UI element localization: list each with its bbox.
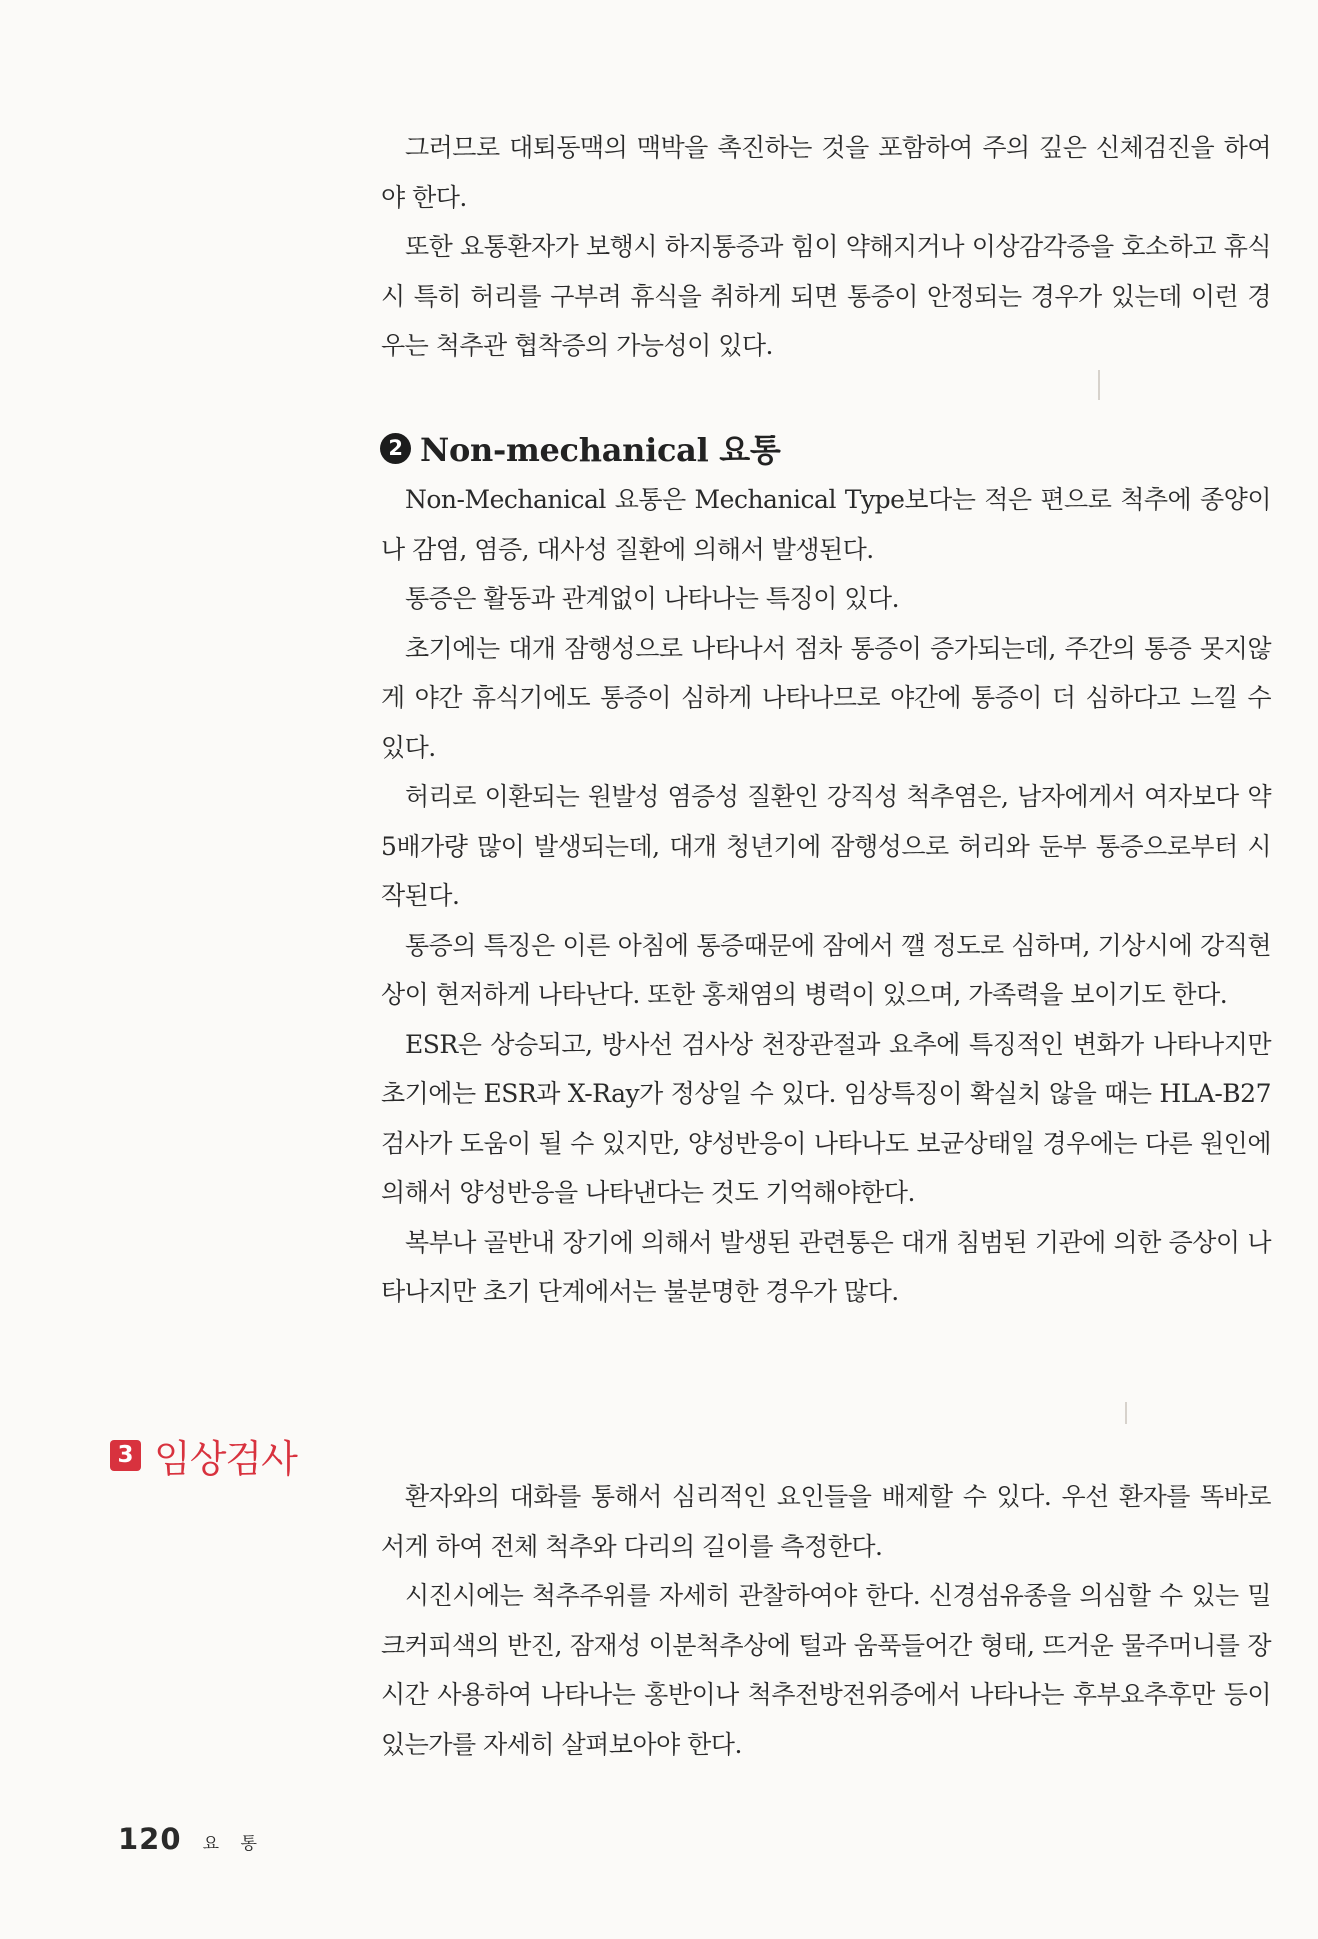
intro-text	[381, 123, 1271, 371]
paragraph: ESR은 상승되고, 방사선 검사상 천장관절과 요추에 특징적인 변화가 나타나지만 초기에는 ESR과 X-Ray가 정상일 수 있다. 임상특징이 확실치 않을 때는 HLA-B27 검사가 도움이 될 수 있지만, 양성반응이 나타나도 보균상태일 경우에는 다른 원인에 의해서 양성반응을 나타낸다는 것도 기억해야한다.	[381, 1029, 1271, 1207]
paragraph: 시진시에는 척추주위를 자세히 관찰하여야 한다. 신경섬유종을 의심할 수 있는 밀크커피색의 반진, 잠재성 이분척추상에 털과 움푹들어간 형태, 뜨거운 물주머니를 장시간 사용하여 나타나는 홍반이나 척추전방전위증에서 나타나는 후부요추후만 등이 있는가를 자세히 살펴보아야 한다.	[381, 1581, 1271, 1759]
paragraph: 복부나 골반내 장기에 의해서 발생된 관련통은 대개 침범된 기관에 의한 증상이 나타나지만 초기 단계에서는 불분명한 경우가 많다.	[381, 1227, 1271, 1306]
page-footer	[118, 1822, 265, 1856]
paragraph: 그러므로 대퇴동맥의 맥박을 촉진하는 것을 포함하여 주의 깊은 신체검진을 하여야 한다.	[381, 133, 1271, 212]
paragraph: 허리로 이환되는 원발성 염증성 질환인 강직성 척추염은, 남자에게서 여자보다 약 5배가량 많이 발생되는데, 대개 청년기에 잠행성으로 허리와 둔부 통증으로부터 시작된다.	[381, 782, 1271, 910]
scan-mark	[1098, 370, 1100, 400]
subsection-number-badge: 2	[380, 433, 411, 464]
paragraph: Non-Mechanical 요통은 Mechanical Type보다는 적은 편으로 척추에 종양이나 감염, 염증, 대사성 질환에 의해서 발생된다.	[381, 485, 1271, 564]
subsection-title: Non-mechanical 요통	[420, 431, 781, 469]
section-body	[381, 1472, 1271, 1769]
scan-mark	[1125, 1402, 1127, 1424]
paragraph: 통증의 특징은 이른 아침에 통증때문에 잠에서 깰 정도로 심하며, 기상시에 강직현상이 현저하게 나타난다. 또한 홍채염의 병력이 있으며, 가족력을 보이기도 한다.	[381, 930, 1271, 1009]
section-title: 임상검사	[154, 1437, 297, 1481]
running-title: 요 통	[202, 1834, 265, 1854]
section-number-badge: 3	[110, 1440, 141, 1471]
page-number: 120	[118, 1822, 182, 1856]
subsection-heading	[380, 425, 781, 471]
subsection-body	[381, 475, 1271, 1317]
paragraph: 또한 요통환자가 보행시 하지통증과 힘이 약해지거나 이상감각증을 호소하고 휴식시 특히 허리를 구부려 휴식을 취하게 되면 통증이 안정되는 경우가 있는데 이런 경우는 척추관 협착증의 가능성이 있다.	[381, 232, 1271, 360]
paragraph: 환자와의 대화를 통해서 심리적인 요인들을 배제할 수 있다. 우선 환자를 똑바로 서게 하여 전체 척추와 다리의 길이를 측정한다.	[381, 1482, 1271, 1561]
paragraph: 통증은 활동과 관계없이 나타나는 특징이 있다.	[405, 584, 900, 613]
section-heading	[110, 1428, 297, 1483]
paragraph: 초기에는 대개 잠행성으로 나타나서 점차 통증이 증가되는데, 주간의 통증 못지않게 야간 휴식기에도 통증이 심하게 나타나므로 야간에 통증이 더 심하다고 느낄 수 있다.	[381, 633, 1271, 762]
